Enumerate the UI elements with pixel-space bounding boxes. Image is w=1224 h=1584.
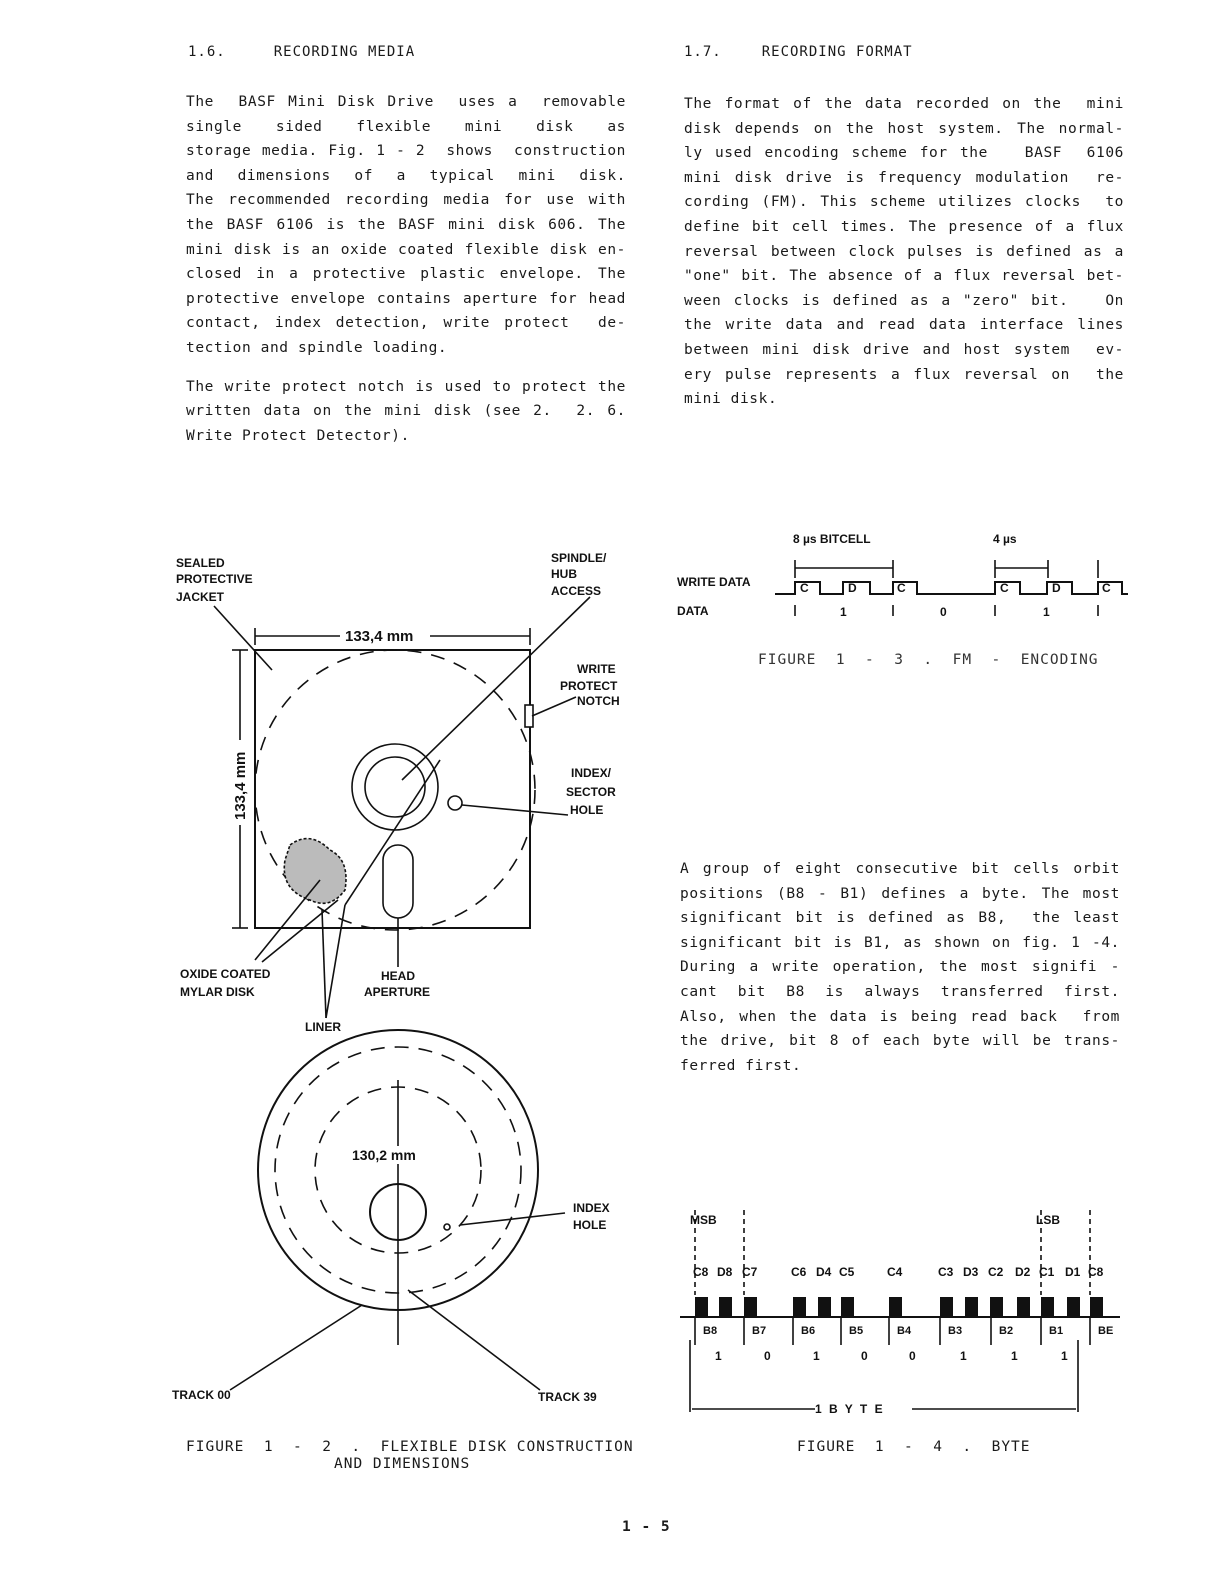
bit-value: 0 (764, 1349, 771, 1363)
section-title: RECORDING FORMAT (761, 44, 913, 60)
figure-1-2-caption: FIGURE 1 - 2 . FLEXIBLE DISK CONSTRUCTION (186, 1439, 634, 1455)
text-line: define bit cell times. The presence of a flux (684, 218, 1124, 235)
figure-1-4-byte (680, 1210, 1120, 1416)
bit-cell-label: B1 (1049, 1325, 1064, 1337)
text-line: ferred first. (680, 1057, 802, 1074)
pulse-bar (1017, 1297, 1030, 1317)
label-oxide-coated: OXIDE COATED (180, 967, 271, 981)
text-line: significant bit is B1, as shown on fig. 1 -4. (680, 934, 1120, 951)
pulse-label: D1 (1065, 1265, 1081, 1279)
height-dimension: 133,4 mm (232, 751, 249, 820)
page-number: 1 - 5 (622, 1519, 671, 1535)
bit-cell-label: B6 (801, 1325, 816, 1337)
label-notch: NOTCH (577, 694, 620, 708)
pulse-bar (965, 1297, 978, 1317)
label-jacket: JACKET (176, 590, 225, 604)
label-head: HEAD (381, 969, 416, 983)
pulse-bar (793, 1297, 806, 1317)
bit-value: 1 (813, 1349, 820, 1363)
bit-value: 1 (960, 1349, 967, 1363)
pulse-label: C (1102, 581, 1111, 595)
label-hole: HOLE (570, 803, 604, 817)
text-line: The write protect notch is used to protect the (186, 378, 626, 395)
text-line: written data on the mini disk (see 2. 2. 6. (186, 403, 626, 420)
bit-value: 0 (909, 1349, 916, 1363)
bit-value: 1 (840, 605, 847, 619)
text-line: ly used encoding scheme for the BASF 6106 (684, 145, 1124, 162)
pulse-label: C7 (742, 1265, 758, 1279)
text-line: significant bit is defined as B8, the least (680, 910, 1120, 927)
figure-1-2-disk-jacket (176, 551, 620, 1034)
bit-value: 0 (861, 1349, 868, 1363)
pulse-label: D (1052, 581, 1061, 595)
section-number: 1.7. (684, 44, 722, 60)
pulse-bar (990, 1297, 1003, 1317)
width-dimension: 133,4 mm (345, 628, 414, 645)
pulse-label: C1 (1039, 1265, 1055, 1279)
bit-cell-label: B4 (897, 1325, 912, 1337)
label-access: ACCESS (551, 584, 602, 598)
label-hub: HUB (551, 567, 577, 581)
label-track-00: TRACK 00 (172, 1388, 231, 1402)
text-line: ery pulse represents a flux reversal on the (684, 366, 1124, 383)
text-line: contact, index detection, write protect de- (186, 315, 626, 332)
bit-cell-label: B8 (703, 1325, 718, 1337)
text-line: the BASF 6106 is the BASF mini disk 606. The (186, 216, 626, 233)
label-protect: PROTECT (560, 679, 618, 693)
label-write: WRITE (577, 662, 616, 676)
pulse-bar (719, 1297, 732, 1317)
pulse-bar (1090, 1297, 1103, 1317)
pulse-label: C2 (988, 1265, 1004, 1279)
byte-label: 1 B Y T E (815, 1402, 885, 1416)
text-line: reversal between clock pulses is defined as a (684, 243, 1124, 260)
text-line: The format of the data recorded on the mini (684, 96, 1124, 112)
text-line: During a write operation, the most signifi - (680, 959, 1120, 976)
text-line: single sided flexible mini disk as (186, 118, 626, 135)
text-line: cording (FM). This scheme utilizes clocks to (684, 194, 1124, 211)
pulse-label: C (1000, 581, 1009, 595)
figure-1-2-disk-dimensions (172, 1030, 610, 1404)
bit-value: 1 (715, 1349, 722, 1363)
pulse-label: C8 (1088, 1265, 1104, 1279)
text-line: protective envelope contains aperture for head (186, 290, 626, 307)
text-line: disk depends on the host system. The normal- (684, 120, 1124, 137)
text-line: between mini disk drive and host system ev- (684, 341, 1124, 358)
pulse-label: C8 (693, 1265, 709, 1279)
bit-value: 0 (940, 605, 947, 619)
pulse-bar (1067, 1297, 1080, 1317)
bitcell-label: 8 µs BITCELL (793, 532, 871, 546)
bit-cell-label: B7 (752, 1325, 767, 1337)
text-line: closed in a protective plastic envelope. The (186, 266, 626, 283)
bit-value: 1 (1011, 1349, 1018, 1363)
text-line: Also, when the data is being read back from (680, 1008, 1120, 1025)
text-line: A group of eight consecutive bit cells orbit (680, 861, 1120, 877)
pulse-label: C3 (938, 1265, 954, 1279)
label-spindle: SPINDLE/ (551, 551, 607, 565)
label-protective: PROTECTIVE (176, 572, 253, 586)
text-line: the drive, bit 8 of each byte will be trans- (680, 1033, 1120, 1050)
write-data-label: WRITE DATA (677, 575, 751, 589)
bit-value: 1 (1061, 1349, 1068, 1363)
pulse-label: C5 (839, 1265, 855, 1279)
text-line: and dimensions of a typical mini disk. (186, 167, 626, 184)
label-mylar-disk: MYLAR DISK (180, 985, 255, 999)
bit-cell-label: B2 (999, 1325, 1014, 1337)
bit-cell-label: B5 (849, 1325, 864, 1337)
label-index: INDEX/ (571, 766, 612, 780)
pulse-label: C (800, 581, 809, 595)
text-line: The recommended recording media for use with (186, 192, 626, 209)
label-hole: HOLE (573, 1218, 607, 1232)
figure-1-3-fm-encoding (677, 532, 1128, 619)
label-aperture: APERTURE (364, 985, 431, 999)
bit-cell-label: B3 (948, 1325, 963, 1337)
text-line: cant bit B8 is always transferred first. (680, 983, 1120, 1000)
text-line: mini disk drive is frequency modulation re- (684, 169, 1124, 186)
text-line: tection and spindle loading. (186, 339, 448, 356)
msb-label: MSB (690, 1213, 717, 1227)
pulse-label: C6 (791, 1265, 807, 1279)
bit-value: 1 (1043, 605, 1050, 619)
section-title: RECORDING MEDIA (273, 44, 416, 60)
text-line: mini disk. (684, 391, 778, 408)
label-sealed: SEALED (176, 556, 225, 570)
lsb-label: LSB (1036, 1213, 1060, 1227)
text-line: positions (B8 - B1) defines a byte. The most (680, 885, 1120, 902)
text-line: Write Protect Detector). (186, 427, 410, 444)
pulse-label: D8 (717, 1265, 733, 1279)
label-index: INDEX (573, 1201, 610, 1215)
pulse-label: C (897, 581, 906, 595)
pulse-label: D (848, 581, 857, 595)
pulse-bar (744, 1297, 757, 1317)
half-cell-label: 4 µs (993, 532, 1017, 546)
pulse-bar (695, 1297, 708, 1317)
label-sector: SECTOR (566, 785, 616, 799)
text-line: mini disk is an oxide coated flexible disk en- (186, 241, 626, 258)
pulse-bar (1041, 1297, 1054, 1317)
figure-1-4-caption: FIGURE 1 - 4 . BYTE (797, 1439, 1031, 1455)
text-line: storage media. Fig. 1 - 2 shows construction (186, 143, 626, 160)
pulse-bar (841, 1297, 854, 1317)
text-line: "one" bit. The absence of a flux reversal bet- (684, 268, 1124, 285)
pulse-label: D3 (963, 1265, 979, 1279)
text-line: The BASF Mini Disk Drive uses a removable (186, 94, 626, 110)
text-line: ween clocks is defined as a "zero" bit. On (684, 292, 1124, 309)
label-liner: LINER (305, 1020, 341, 1034)
pulse-bar (940, 1297, 953, 1317)
figure-1-3-caption: FIGURE 1 - 3 . FM - ENCODING (758, 652, 1099, 668)
text-line: the write data and read data interface lines (684, 317, 1124, 334)
figure-1-2-caption-line2: AND DIMENSIONS (334, 1456, 471, 1472)
label-track-39: TRACK 39 (538, 1390, 597, 1404)
pulse-label: D2 (1015, 1265, 1031, 1279)
diameter-dimension: 130,2 mm (352, 1147, 416, 1163)
data-label: DATA (677, 604, 709, 618)
pulse-label: C4 (887, 1265, 903, 1279)
bit-cell-label: BE (1098, 1325, 1114, 1337)
pulse-bar (818, 1297, 831, 1317)
pulse-label: D4 (816, 1265, 832, 1279)
section-number: 1.6. (188, 44, 226, 60)
pulse-bar (889, 1297, 902, 1317)
